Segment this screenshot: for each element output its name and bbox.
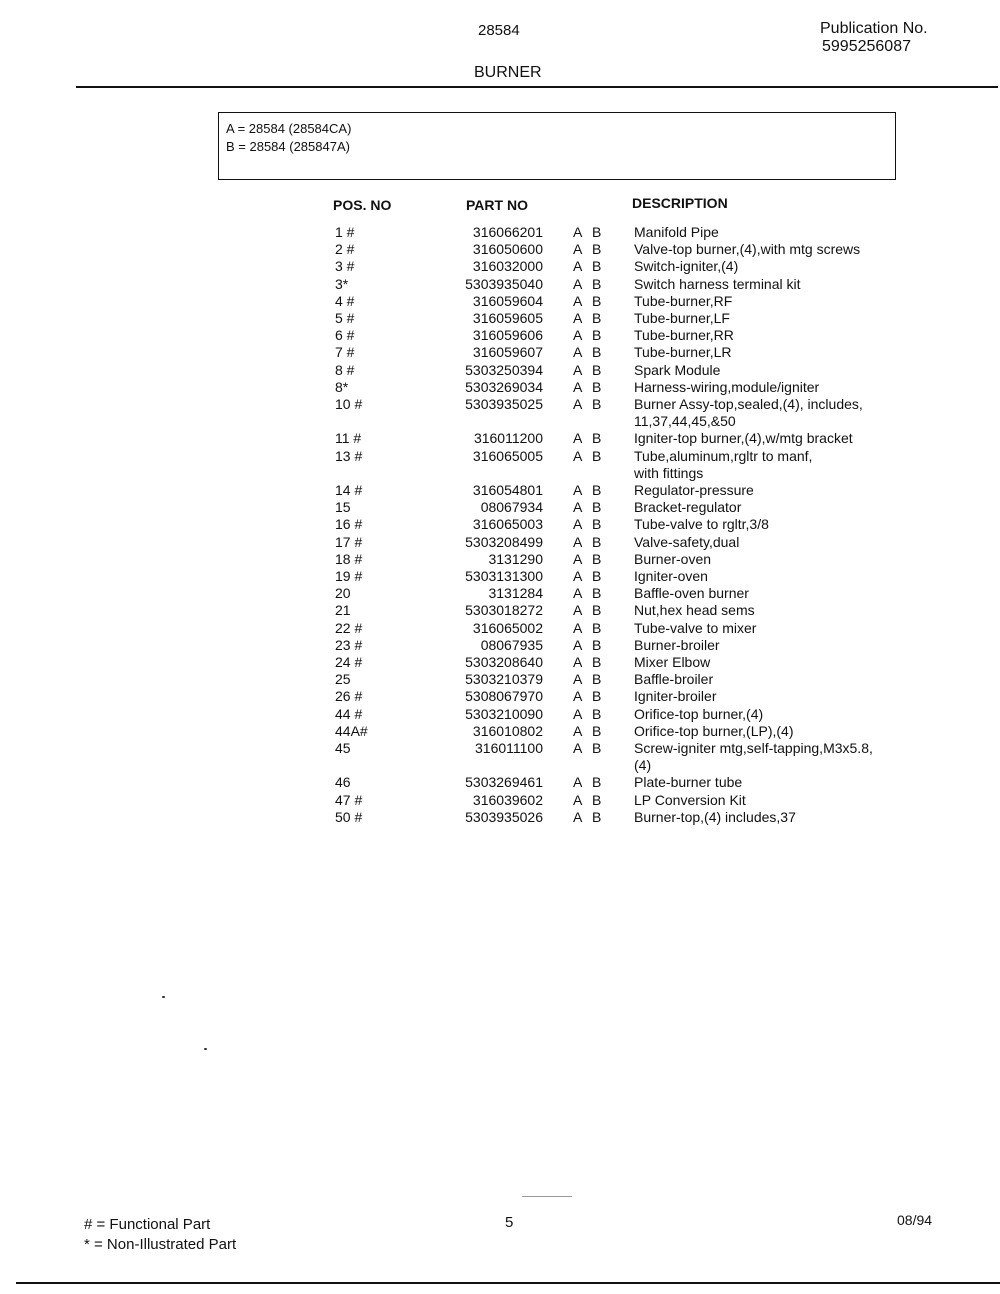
table-row [0,620,1000,637]
part-pos-no: 26 # [335,688,363,705]
part-number: 08067935 [480,636,543,653]
model-a-flag: A [573,550,583,567]
part-description: Orifice-top burner,(LP),(4) [634,722,794,739]
part-number: 5303935040 [465,275,543,292]
table-row [0,551,1000,568]
model-b-flag: B [592,258,602,275]
part-description: Harness-wiring,module/igniter [634,378,820,395]
model-a-flag: A [573,499,583,516]
table-row [0,224,1000,241]
part-pos-no: 50 # [335,808,363,825]
table-row [0,740,1000,773]
part-number: 316065002 [472,619,543,636]
part-description-continued: (4) [634,757,652,773]
part-description: Tube-valve to mixer [634,619,757,636]
part-pos-no: 20 [335,585,351,602]
part-number: 316039602 [472,791,543,808]
model-b-flag: B [592,499,602,516]
model-b-flag: B [592,740,602,756]
model-number: 28584 [478,22,520,39]
model-a-flag: A [573,808,583,825]
model-legend-box [218,112,896,180]
scan-speck [162,996,165,998]
part-pos-no: 44 # [335,705,363,722]
part-number: 5303131300 [465,568,543,584]
model-a-flag: A [573,396,583,412]
part-pos-no: 16 # [335,516,363,533]
part-number: 316066201 [472,224,543,240]
part-description: Mixer Elbow [634,654,711,670]
part-description: Switch harness terminal kit [634,275,801,292]
model-a-flag: A [573,344,583,361]
header-divider [76,86,998,88]
part-pos-no: 19 # [335,568,363,584]
table-row [0,534,1000,551]
part-pos-no: 7 # [335,344,355,361]
table-row [0,241,1000,258]
table-row [0,671,1000,688]
model-b-flag: B [592,310,602,326]
part-description: Burner Assy-top,sealed,(4), includes, [634,396,863,412]
part-description: Screw-igniter mtg,self-tapping,M3x5.8, [634,740,873,756]
part-pos-no: 25 [335,671,351,688]
table-row [0,774,1000,791]
model-a-flag: A [573,791,583,808]
part-number: 08067934 [480,499,543,516]
non-illustrated-part-note: * = Non-Illustrated Part [84,1236,237,1253]
part-pos-no: 22 # [335,619,363,636]
part-pos-no: 1 # [335,224,355,240]
model-b-flag: B [592,344,602,361]
table-row [0,430,1000,447]
model-b-flag: B [592,327,602,344]
part-description: Burner-top,(4) includes,37 [634,808,796,825]
model-b-flag: B [592,568,602,584]
part-description: Baffle-oven burner [634,585,749,602]
table-row [0,792,1000,809]
part-description-continued: with fittings [634,464,704,481]
part-number: 316059604 [472,292,543,309]
scan-speck [522,1196,572,1197]
part-pos-no: 46 [335,774,351,791]
part-pos-no: 13 # [335,447,363,464]
part-number: 5303250394 [465,361,543,378]
model-a-flag: A [573,585,583,602]
part-pos-no: 18 # [335,550,363,567]
model-a-flag: A [573,722,583,739]
table-row [0,482,1000,499]
part-pos-no: 2 # [335,241,355,258]
model-b-flag: B [592,654,602,670]
part-pos-no: 10 # [335,396,363,412]
part-description: Manifold Pipe [634,224,719,240]
part-number: 3131284 [488,585,543,602]
model-a-flag: A [573,292,583,309]
part-number: 5303935025 [465,396,543,412]
model-b-flag: B [592,241,602,258]
part-pos-no: 23 # [335,636,363,653]
model-a-flag: A [573,378,583,395]
model-b-flag: B [592,636,602,653]
part-pos-no: 45 [335,740,351,756]
table-row [0,723,1000,740]
table-row [0,447,1000,481]
part-description: Regulator-pressure [634,482,754,498]
model-b-flag: B [592,516,602,533]
part-number: 5308067970 [465,688,543,705]
part-pos-no: 6 # [335,327,355,344]
part-number: 316059606 [472,327,543,344]
part-description: Igniter-oven [634,568,708,584]
footer-divider [16,1282,1000,1284]
table-row [0,585,1000,602]
part-description: Burner-oven [634,550,712,567]
part-pos-no: 24 # [335,654,363,670]
model-b-flag: B [592,585,602,602]
part-number: 316010802 [472,722,543,739]
table-row [0,654,1000,671]
table-row [0,362,1000,379]
part-description: Orifice-top burner,(4) [634,705,764,722]
part-pos-no: 8 # [335,361,355,378]
table-row [0,258,1000,275]
model-a-flag: A [573,310,583,326]
table-row [0,809,1000,826]
part-pos-no: 44A# [335,722,368,739]
part-number: 316065003 [472,516,543,533]
part-number: 316054801 [472,482,543,498]
part-pos-no: 5 # [335,310,355,326]
table-row [0,379,1000,396]
model-a-flag: A [573,327,583,344]
model-a-flag: A [573,482,583,498]
part-number: 5303935026 [465,808,543,825]
part-number: 316065005 [472,447,543,464]
table-row [0,293,1000,310]
part-description: Tube-burner,LF [634,310,730,326]
part-number: 316011100 [475,740,543,756]
part-number: 316032000 [472,258,543,275]
model-a-flag: A [573,224,583,240]
part-number: 5303208499 [465,533,543,550]
model-b-flag: B [592,602,602,619]
table-row [0,396,1000,429]
model-a-flag: A [573,619,583,636]
model-b-flag: B [592,550,602,567]
part-description: LP Conversion Kit [634,791,746,808]
model-b-flag: B [592,619,602,636]
table-row [0,516,1000,533]
model-b-flag: B [592,292,602,309]
part-pos-no: 17 # [335,533,363,550]
model-b-flag: B [592,396,602,412]
part-pos-no: 11 # [335,430,362,447]
model-a-flag: A [573,671,583,688]
model-b-flag: B [592,722,602,739]
table-row [0,310,1000,327]
table-row [0,637,1000,654]
table-row [0,602,1000,619]
publication-number: 5995256087 [822,38,911,55]
model-b-flag: B [592,482,602,498]
part-pos-no: 47 # [335,791,363,808]
part-pos-no: 4 # [335,292,355,309]
scan-speck [204,1048,207,1050]
part-description: Tube-valve to rgltr,3/8 [634,516,769,533]
model-a-flag: A [573,568,583,584]
column-header-pos: POS. NO [333,197,392,213]
functional-part-note: # = Functional Part [84,1216,211,1233]
part-description: Tube,aluminum,rgltr to manf, [634,447,813,464]
legend-line-a: A = 28584 (28584CA) [226,121,352,136]
part-number: 316050600 [472,241,543,258]
publication-label: Publication No. [820,20,928,37]
model-b-flag: B [592,447,602,464]
model-b-flag: B [592,378,602,395]
table-row [0,706,1000,723]
model-a-flag: A [573,774,583,791]
model-a-flag: A [573,705,583,722]
model-b-flag: B [592,671,602,688]
part-description: Spark Module [634,361,721,378]
part-description: Nut,hex head sems [634,602,755,619]
part-pos-no: 14 # [335,482,363,498]
part-pos-no: 21 [335,602,351,619]
legend-line-b: B = 28584 (285847A) [226,139,350,154]
part-description: Tube-burner,RF [634,292,733,309]
part-description: Switch-igniter,(4) [634,258,739,275]
table-row [0,327,1000,344]
table-row [0,568,1000,585]
model-a-flag: A [573,241,583,258]
model-a-flag: A [573,636,583,653]
part-number: 5303208640 [465,654,543,670]
part-number: 316059607 [472,344,543,361]
model-b-flag: B [592,533,602,550]
part-description: Tube-burner,LR [634,344,732,361]
part-number: 5303269034 [465,378,543,395]
part-number: 5303269461 [465,774,543,791]
part-number: 316059605 [472,310,543,326]
part-description: Baffle-broiler [634,671,714,688]
model-a-flag: A [573,533,583,550]
model-b-flag: B [592,791,602,808]
model-b-flag: B [592,361,602,378]
model-b-flag: B [592,705,602,722]
part-pos-no: 8* [335,378,349,395]
model-a-flag: A [573,447,583,464]
page-number: 5 [505,1214,514,1231]
table-row [0,688,1000,705]
model-a-flag: A [573,361,583,378]
model-b-flag: B [592,774,602,791]
part-pos-no: 3* [335,275,349,292]
part-description: Igniter-top burner,(4),w/mtg bracket [634,430,853,447]
model-a-flag: A [573,258,583,275]
part-pos-no: 3 # [335,258,355,275]
part-description: Tube-burner,RR [634,327,734,344]
model-a-flag: A [573,654,583,670]
model-a-flag: A [573,430,583,447]
model-a-flag: A [573,516,583,533]
part-number: 5303210379 [465,671,543,688]
model-b-flag: B [592,688,602,705]
part-number: 5303210090 [465,705,543,722]
table-row [0,344,1000,361]
part-description: Plate-burner tube [634,774,743,791]
part-pos-no: 15 [335,499,351,516]
part-description: Valve-safety,dual [634,533,740,550]
section-title: BURNER [474,64,542,81]
part-number: 316011200 [473,430,543,447]
part-description: Bracket-regulator [634,499,742,516]
table-row [0,499,1000,516]
part-description: Igniter-broiler [634,688,717,705]
model-a-flag: A [573,275,583,292]
model-b-flag: B [592,808,602,825]
column-header-description: DESCRIPTION [632,195,728,211]
part-number: 5303018272 [465,602,543,619]
model-b-flag: B [592,224,602,240]
model-a-flag: A [573,602,583,619]
model-a-flag: A [573,740,583,756]
part-description: Valve-top burner,(4),with mtg screws [634,241,861,258]
model-b-flag: B [592,430,602,447]
model-b-flag: B [592,275,602,292]
column-header-part: PART NO [466,197,528,213]
part-description: Burner-broiler [634,636,720,653]
model-a-flag: A [573,688,583,705]
table-row [0,276,1000,293]
part-description-continued: 11,37,44,45,&50 [634,413,736,429]
publication-date: 08/94 [897,1212,933,1228]
part-number: 3131290 [488,550,543,567]
